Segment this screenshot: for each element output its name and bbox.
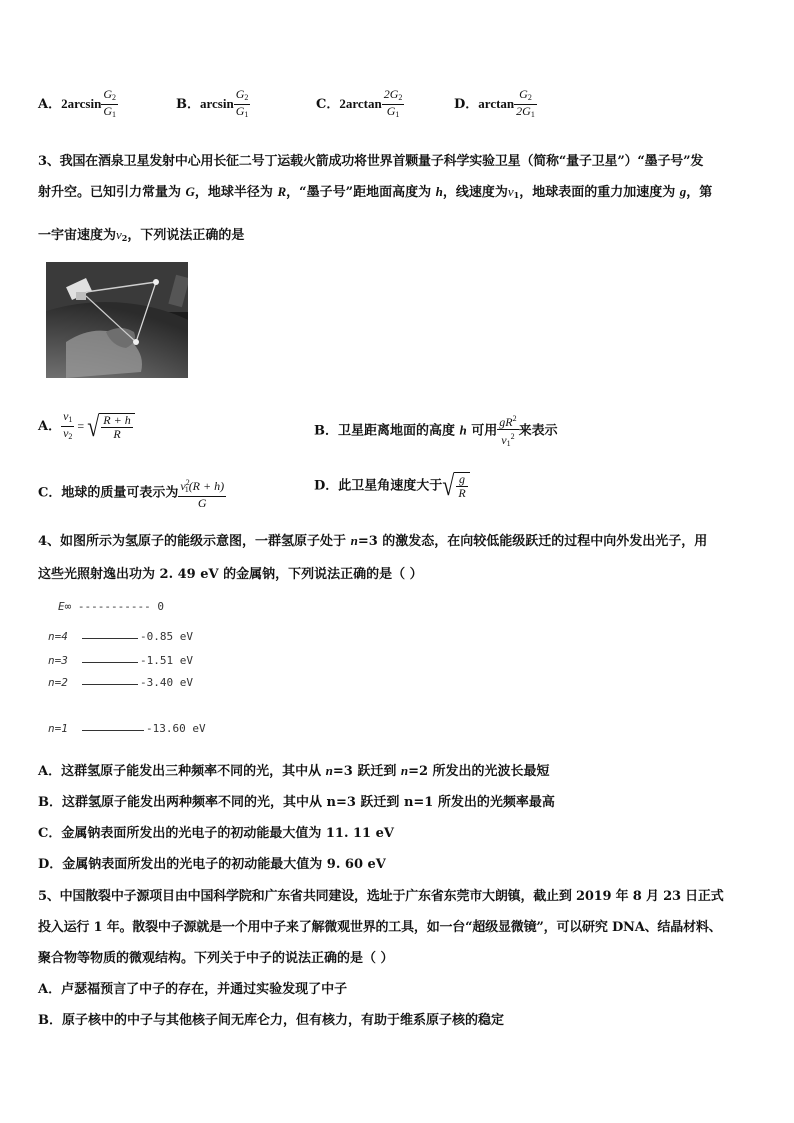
fraction [178, 476, 226, 510]
q3-option-d [314, 469, 470, 502]
q4-option-d: D．金属钠表面所发出的光电子的初动能最大值为 9. 60 eV [38, 857, 386, 872]
numerator: v [180, 479, 186, 493]
subscript: 1 [68, 415, 73, 424]
subscript: 1 [184, 485, 189, 494]
q3-stem-line-2 [38, 181, 712, 200]
denominator: 2G [516, 104, 531, 118]
var-G: G [185, 184, 195, 199]
q2-option-c [316, 88, 404, 121]
denominator: G [103, 104, 112, 118]
level-n3-line [82, 662, 138, 663]
var-n: n [350, 533, 358, 548]
var-n: n [400, 763, 409, 778]
text: 射升空。已知引力常量为 [38, 185, 186, 200]
denominator: G [386, 104, 396, 118]
q2-option-d [454, 88, 537, 121]
q4-option-c: C．金属钠表面所发出的光电子的初动能最大值为 11. 11 eV [38, 826, 394, 841]
denominator: R [113, 426, 121, 441]
option-label: D． [454, 97, 479, 112]
level-n2 [48, 676, 68, 689]
subscript: 2 [398, 93, 403, 102]
fraction [497, 412, 518, 450]
level-n4 [48, 630, 68, 643]
option-label: A． [38, 97, 62, 112]
subscript: 2 [121, 233, 128, 243]
text: =2 所发出的光波长最短 [408, 764, 550, 779]
q4-stem-line-1 [38, 530, 707, 549]
q3-stem-line-1: 3、我国在酒泉卫星发射中心用长征二号丁运载火箭成功将世界首颗量子科学实验卫星（简称“量子卫星”）“墨子号”发 [38, 154, 704, 169]
q5-option-b: B．原子核中的中子与其他核子间无库仑力，但有核力，有助于维系原子核的稳定 [38, 1013, 504, 1028]
denominator: G [235, 104, 245, 118]
fraction [234, 88, 251, 121]
superscript: 2 [510, 432, 515, 441]
option-prefix: arctan [478, 96, 515, 111]
fraction [456, 473, 467, 500]
option-label: D．此卫星角速度大于 [314, 478, 443, 494]
level-n1 [48, 722, 68, 735]
text: ，第 [686, 185, 713, 200]
fraction [61, 410, 74, 443]
q5-stem-line-2: 投入运行 1 年。散裂中子源就是一个用中子来了解微观世界的工具，如一台“超级显微镜”，可以研究 DNA、结晶材料、 [38, 920, 722, 935]
q2-option-b [176, 88, 250, 121]
fraction [514, 88, 537, 121]
var-h: h [459, 422, 467, 438]
satellite-photo [46, 262, 188, 378]
level-label: n=4 [48, 630, 68, 643]
numerator: G [519, 87, 528, 101]
text: ，“墨子号”距地面高度为 [286, 185, 436, 200]
subscript: 1 [506, 439, 511, 448]
level-label: n=1 [48, 722, 68, 735]
dashed-line: ----------- [77, 600, 158, 613]
level-energy: -1.51 eV [140, 654, 193, 667]
subscript: 1 [111, 110, 116, 119]
subscript: 1 [395, 110, 400, 119]
superscript: 2 [185, 478, 190, 487]
level-energy: -0.85 eV [140, 630, 193, 643]
subscript: 1 [530, 110, 535, 119]
text: ，地球表面的重力加速度为 [519, 185, 680, 200]
denominator: G [197, 496, 207, 510]
square-root: √ $\frac{g}{R}$ [442, 472, 469, 500]
superscript: 2 [512, 414, 517, 423]
fraction [101, 414, 132, 441]
level-label: n=3 [48, 654, 68, 667]
e-infinity-value: 0 [157, 600, 164, 613]
subscript: 2 [111, 93, 116, 102]
option-label: B．卫星距离地面的高度 [314, 423, 460, 439]
subscript: 2 [68, 432, 73, 441]
option-label: A． [38, 419, 62, 434]
var-R: R [277, 184, 287, 199]
numerator: gR [499, 415, 513, 429]
q3-option-a [38, 410, 135, 443]
q3-stem-line-3 [38, 224, 244, 243]
text: 一宇宙速度为 [38, 228, 117, 243]
q5-option-a: A．卢瑟福预言了中子的存在，并通过实验发现了中子 [38, 982, 348, 997]
numerator: g [456, 473, 467, 487]
fraction [101, 88, 118, 121]
numerator: v [63, 409, 69, 423]
var-g: g [679, 184, 687, 199]
option-prefix: 2arcsin [61, 96, 102, 111]
level-energy: -3.40 eV [140, 676, 193, 689]
var-v: v [116, 227, 122, 242]
denominator: R [458, 486, 466, 500]
option-prefix: 2arctan [339, 96, 382, 111]
q3-option-c [38, 476, 226, 510]
text: =3 跃迁到 [332, 764, 401, 779]
level-energy: -13.60 eV [146, 722, 206, 735]
energy-level-diagram [44, 596, 214, 744]
q3-option-b [314, 412, 558, 450]
level-n2-line [82, 684, 138, 685]
text: =3 的激发态，在向较低能级跃迁的过程中向外发出光子，用 [357, 534, 708, 549]
subscript: 1 [244, 110, 249, 119]
q5-stem-line-1: 5、中国散裂中子源项目由中国科学院和广东省共同建设，选址于广东省东莞市大朗镇，截止到 2019 年 8 月 23 日正式 [38, 889, 724, 904]
subscript: 2 [244, 93, 249, 102]
level-label: n=2 [48, 676, 68, 689]
option-label: C． [316, 97, 340, 112]
q4-stem-line-2: 这些光照射逸出功为 2. 49 eV 的金属钠，下列说法正确的是（ ） [38, 567, 423, 582]
denominator: v [63, 426, 69, 440]
subscript: 2 [527, 93, 532, 102]
q4-option-a [38, 760, 550, 779]
numerator: 2G [383, 87, 399, 101]
option-label: B． [176, 97, 200, 112]
q5-stem-line-3: 聚合物等物质的微观结构。下列关于中子的说法正确的是（ ） [38, 951, 394, 966]
equals: = [77, 419, 85, 433]
option-label: C．地球的质量可表示为 [38, 485, 179, 501]
level-n1-line [82, 730, 144, 731]
var-h: h [435, 184, 443, 199]
energy-infinity-row [58, 600, 164, 613]
e-infinity-label: E∞ [58, 600, 72, 613]
numerator: G [235, 87, 245, 101]
text: ，地球半径为 [194, 185, 278, 200]
denominator: v [501, 433, 507, 447]
text: 来表示 [518, 423, 558, 439]
text: 4、如图所示为氢原子的能级示意图，一群氢原子处于 [38, 534, 351, 549]
option-prefix: arcsin [200, 96, 234, 111]
square-root: √ $\frac{R + h}{R}$ [87, 413, 135, 441]
text: A．这群氢原子能发出三种频率不同的光，其中从 [38, 764, 326, 779]
text: 可用 [466, 423, 498, 439]
q2-option-a [38, 88, 118, 121]
level-n3 [48, 654, 68, 667]
var-n: n [325, 763, 333, 778]
var-v: v [507, 184, 514, 199]
numerator: R + h [103, 412, 131, 427]
text: ，线速度为 [442, 185, 508, 200]
subscript: 1 [513, 190, 520, 200]
numerator-rest: (R + h) [188, 479, 225, 493]
level-n4-line [82, 638, 138, 639]
fraction [382, 88, 405, 121]
q4-option-b: B．这群氢原子能发出两种频率不同的光，其中从 n=3 跃迁到 n=1 所发出的光频率最高 [38, 795, 555, 810]
numerator: G [103, 87, 112, 101]
text: ，下列说法正确的是 [127, 228, 245, 243]
